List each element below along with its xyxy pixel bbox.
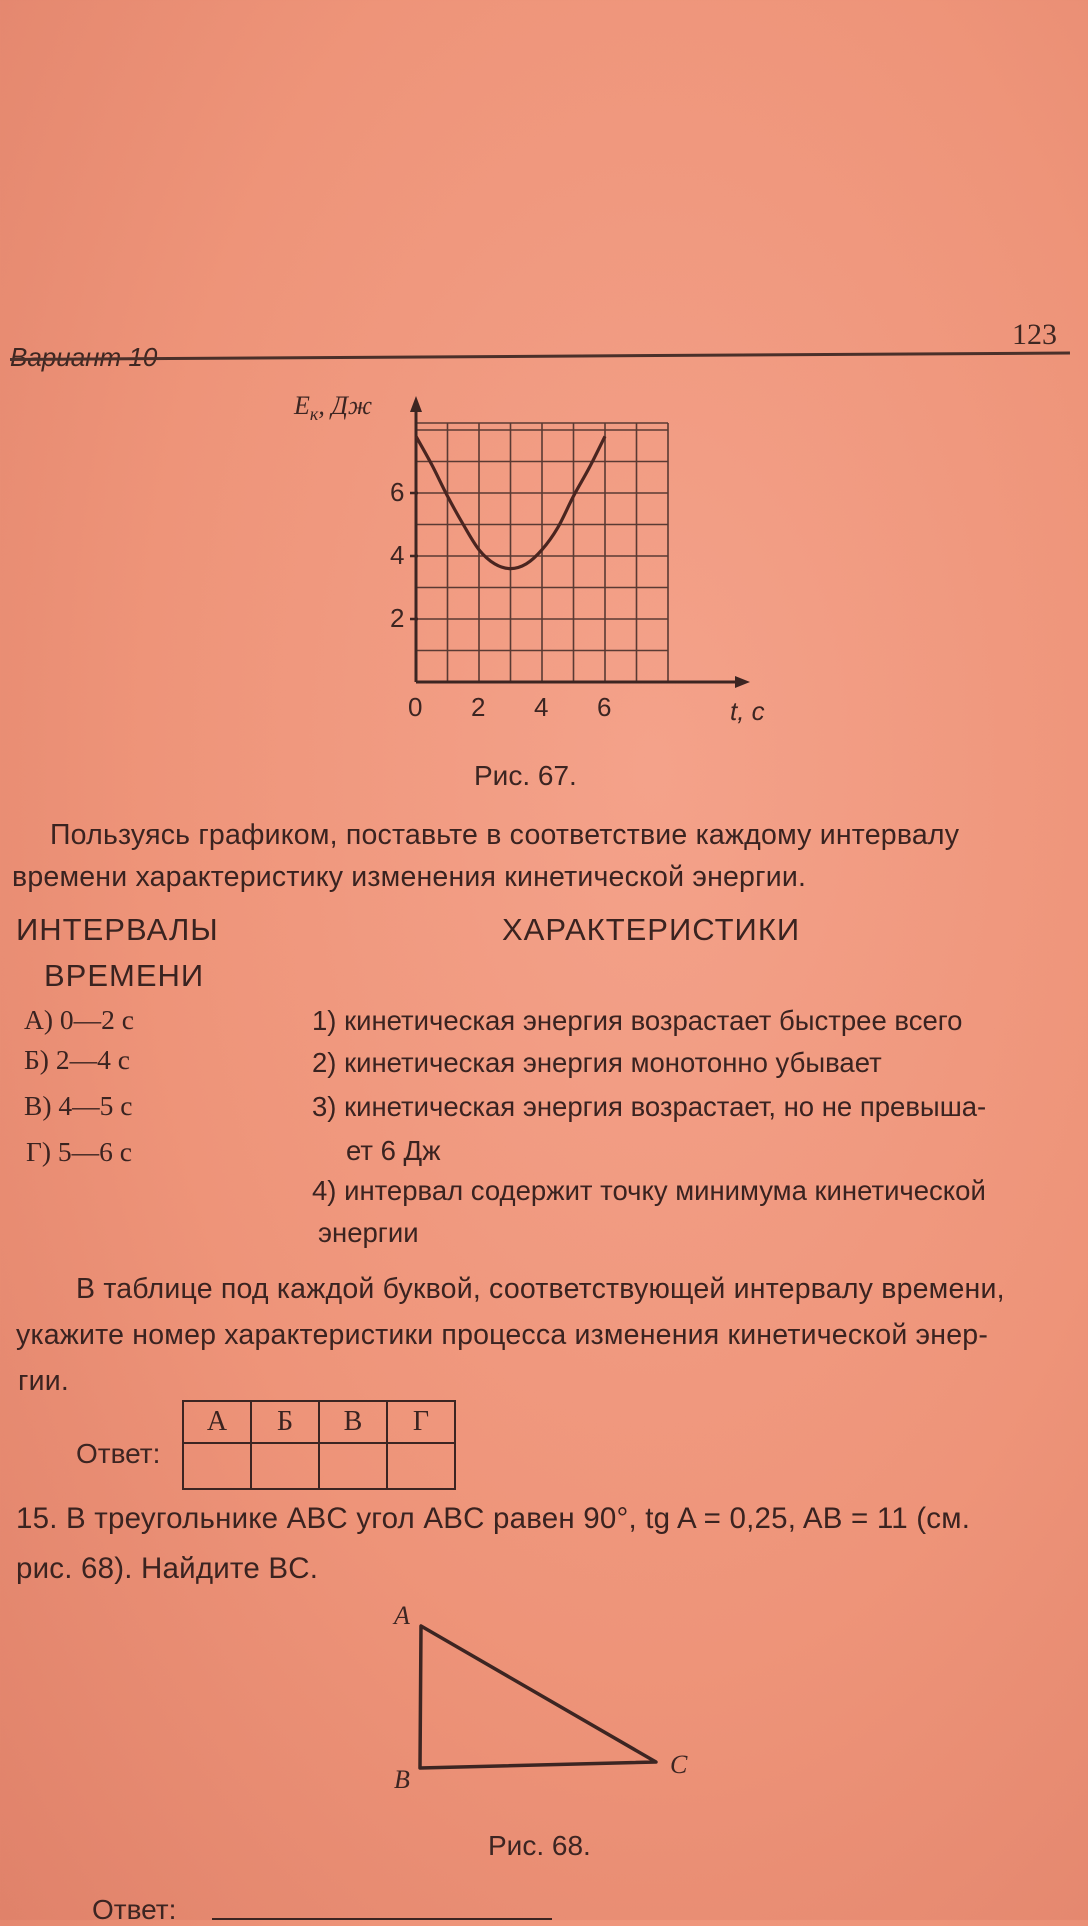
- vertex-c-label: C: [670, 1750, 688, 1779]
- header-divider: [10, 352, 1070, 361]
- chart-grid: [416, 423, 668, 682]
- characteristic-4: 4) интервал содержит точку минимума кинетической: [312, 1175, 986, 1206]
- x-tick-label: 0: [408, 692, 423, 722]
- answer-label: Ответ:: [76, 1438, 161, 1469]
- figure-67-caption: Рис. 67.: [474, 760, 577, 791]
- table-instruction-line-3: гии.: [18, 1365, 69, 1397]
- characteristic-4-cont: энергии: [318, 1217, 419, 1248]
- intervals-heading-line-1: ИНТЕРВАЛЫ: [16, 912, 219, 947]
- characteristic-2: 2) кинетическая энергия монотонно убывает: [312, 1047, 882, 1078]
- x-axis-label: t, c: [730, 696, 765, 726]
- answer-cell-v[interactable]: [319, 1443, 387, 1489]
- task-intro-line-2: времени характеристику изменения кинетической энергии.: [12, 861, 807, 893]
- characteristic-3-cont: ет 6 Дж: [346, 1135, 441, 1166]
- page-number: 123: [1012, 318, 1057, 351]
- chart-axes: [410, 396, 750, 688]
- x-tick-label: 4: [534, 692, 549, 722]
- task-15-line-2: рис. 68). Найдите BC.: [16, 1552, 319, 1585]
- answer-cell-a[interactable]: [183, 1443, 251, 1489]
- interval-v: В) 4—5 с: [24, 1090, 133, 1121]
- table-instruction-line-1: В таблице под каждой буквой, соответствующей интервалу времени,: [76, 1273, 1005, 1305]
- triangle-abc: [420, 1626, 656, 1768]
- x-axis-arrow: [735, 676, 750, 688]
- characteristics-heading: ХАРАКТЕРИСТИКИ: [502, 912, 801, 947]
- characteristic-3: 3) кинетическая энергия возрастает, но не превыша-: [312, 1091, 987, 1122]
- characteristic-1: 1) кинетическая энергия возрастает быстрее всего: [312, 1005, 963, 1036]
- answer-header-g: Г: [387, 1401, 455, 1443]
- y-axis-label: $E_к$, Дж: [294, 391, 373, 424]
- y-tick-label: 6: [390, 477, 405, 507]
- task-intro-line-1: Пользуясь графиком, поставьте в соответствие каждому интервалу: [50, 819, 960, 851]
- vertex-a-label: A: [394, 1601, 410, 1630]
- table-instruction-line-2: укажите номер характеристики процесса изменения кинетической энер-: [16, 1319, 989, 1351]
- final-answer-label: Ответ:: [92, 1894, 177, 1925]
- interval-b: Б) 2—4 с: [24, 1044, 130, 1075]
- answer-header-v: В: [319, 1401, 387, 1443]
- task-15-line-1: 15. В треугольнике ABC угол ABC равен 90°, tg A = 0,25, AB = 11 (см.: [16, 1502, 971, 1535]
- answer-cell-g[interactable]: [387, 1443, 455, 1489]
- x-tick-label: 6: [597, 692, 612, 722]
- y-tick-label: 2: [390, 603, 405, 633]
- intervals-heading-line-2: ВРЕМЕНИ: [44, 958, 205, 993]
- y-axis-arrow: [410, 396, 422, 412]
- energy-chart: [294, 390, 800, 740]
- answer-blank-line[interactable]: [212, 1918, 552, 1920]
- x-tick-label: 2: [471, 692, 486, 722]
- interval-g: Г) 5—6 с: [26, 1136, 133, 1167]
- figure-68-caption: Рис. 68.: [488, 1830, 591, 1861]
- answer-header-a: А: [183, 1401, 251, 1443]
- vertex-b-label: B: [394, 1765, 410, 1794]
- y-tick-label: 4: [390, 540, 405, 570]
- answer-cell-b[interactable]: [251, 1443, 319, 1489]
- answer-table: [182, 1400, 456, 1490]
- triangle-figure: [380, 1598, 710, 1798]
- answer-header-b: Б: [251, 1401, 319, 1443]
- interval-a: А) 0—2 с: [24, 1004, 134, 1035]
